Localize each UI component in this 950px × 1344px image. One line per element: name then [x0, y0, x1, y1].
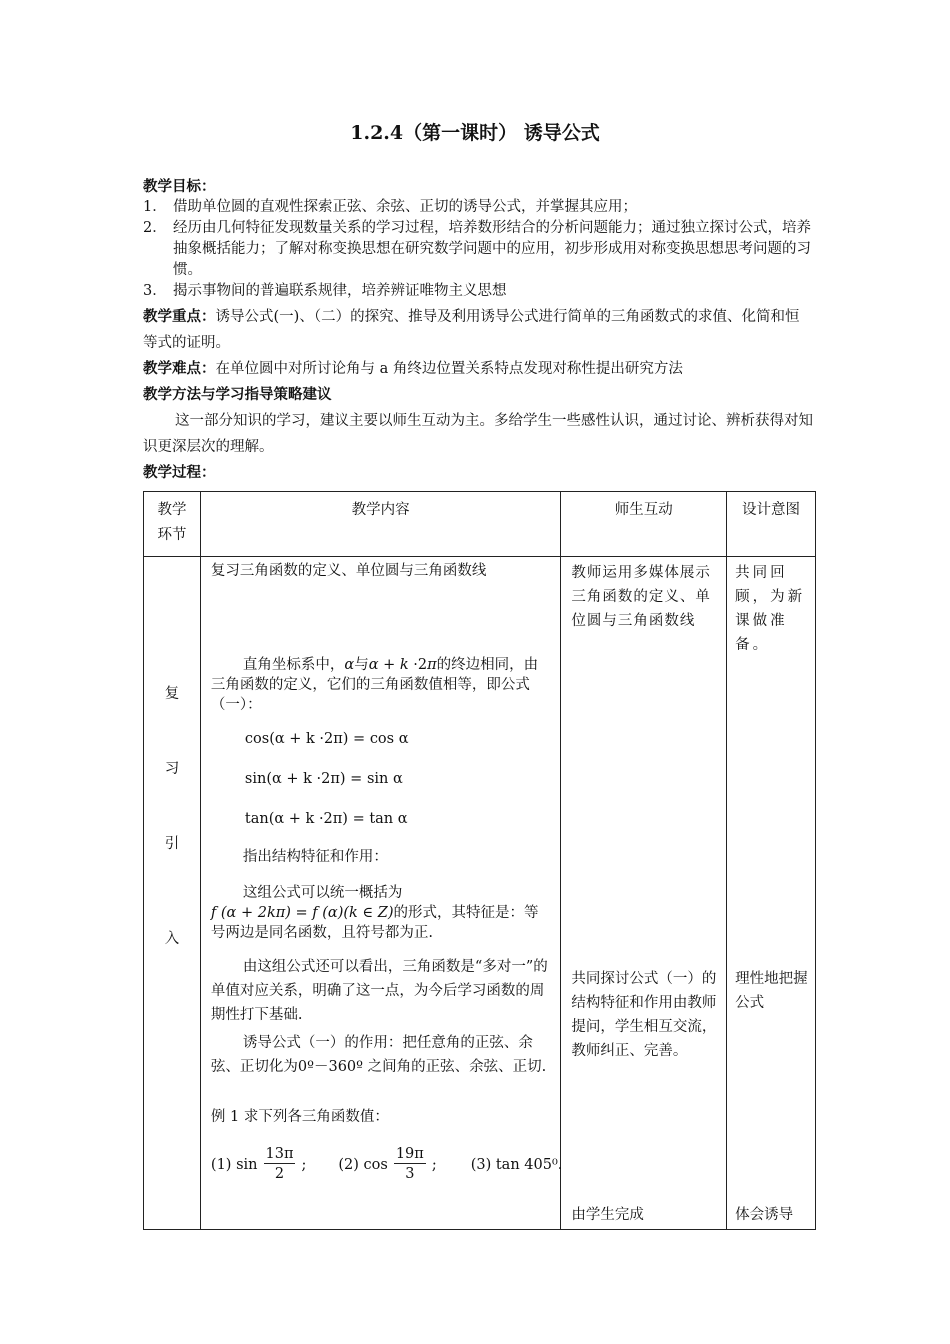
coord-text: 直角坐标系中，α与α + k ·2π的终边相同，由三角函数的定义，它们的三角函数值相等，即公式（一）：: [210, 657, 539, 713]
angle-formula: α与α + k ·2π: [344, 657, 437, 673]
example-heading: 例 1 求下列各三角函数值：: [210, 1109, 389, 1125]
interaction-2: 共同探讨公式（一）的结构特征和作用由教师提问，学生相互交流，教师纠正、完善。: [571, 971, 717, 1059]
role-text: 诱导公式（一）的作用：把任意角的正弦、余弦、正切化为0º－360º 之间角的正弦、余弦、正切.: [210, 1035, 547, 1075]
formula-tan: tan(α + k ·2π) = tan α: [244, 811, 408, 827]
key-points: 教学重点：诱导公式(一)、（二）的探究、推导及利用诱导公式进行简单的三角函数式的求值、化简和恒等式的证明。: [143, 308, 800, 351]
header-stage: 教学 环节: [144, 492, 201, 557]
example-items: (1) sin $\frac{13\pi}{2}$ ; (2) cos $\frac{19\pi}{3}$ ; (3) tan 405⁰.: [210, 1146, 563, 1182]
intent-cell: [727, 557, 816, 1230]
interaction-cell: [561, 557, 727, 1230]
fraction: $\frac{19\pi}{3}$: [395, 1146, 424, 1182]
intent-1: 共同回顾，为新课做准备。: [735, 565, 806, 653]
content-cell: [200, 557, 563, 1230]
header-interaction: 师生互动: [561, 492, 727, 557]
unify-text: 这组公式可以统一概括为 f (α + 2kπ) = f (α)(k ∈ Z)的形式，其特征是：等号两边是同名函数，且符号都为正.: [210, 885, 539, 941]
stage-char: 引: [164, 836, 180, 852]
table-header-row: [144, 492, 816, 557]
interaction-1: 教师运用多媒体展示三角函数的定义、单位圆与三角函数线: [571, 565, 711, 629]
stage-char: 复: [164, 686, 180, 702]
stage-cell: [144, 557, 201, 1230]
goal-item: 2． 经历由几何特征发现数量关系的学习过程，培养数形结合的分析问题能力；通过独立探讨公式，培养抽象概括能力；了解对称变换思想在研究数学问题中的应用，初步形成用对称变换思想思考问题的习惯。: [143, 220, 811, 278]
header-intent: 设计意图: [727, 492, 816, 557]
goals-list: [143, 197, 813, 302]
header-content: 教学内容: [200, 492, 560, 557]
method-heading: 教学方法与学习指导策略建议: [143, 386, 332, 403]
process-heading: 教学过程：: [143, 464, 216, 481]
point-out-text: 指出结构特征和作用：: [242, 849, 388, 865]
formula-cos: cos(α + k ·2π) = cos α: [244, 731, 409, 747]
many-to-one-text: 由这组公式还可以看出，三角函数是“多对一”的单值对应关系，明确了这一点，为今后学习函数的周期性打下基础.: [210, 959, 548, 1023]
lesson-table: [143, 491, 816, 1230]
stage-char: 习: [164, 761, 180, 777]
stage-char: 入: [164, 931, 180, 947]
page-title: 1.2.4（第一课时） 诱导公式: [350, 122, 600, 144]
table-row: [144, 557, 816, 1230]
fraction: $\frac{13\pi}{2}$: [265, 1146, 294, 1182]
review-text: 复习三角函数的定义、单位圆与三角函数线: [210, 563, 487, 579]
difficulty: 教学难点：在单位圆中对所讨论角与 a 角终边位置关系特点发现对称性提出研究方法: [143, 360, 683, 377]
formula-sin: sin(α + k ·2π) = sin α: [244, 771, 403, 787]
unify-formula: f (α + 2kπ) = f (α)(k ∈ Z): [210, 905, 394, 921]
goals-heading: 教学目标：: [143, 178, 216, 195]
intent-3: 体会诱导: [735, 1207, 794, 1223]
method-text: 这一部分知识的学习，建议主要以师生互动为主。多给学生一些感性认识，通过讨论、辨析获得对知识更深层次的理解。: [143, 413, 813, 455]
lesson-intro: [143, 176, 813, 486]
interaction-3: 由学生完成: [571, 1207, 644, 1223]
intent-2: 理性地把握公式: [735, 971, 808, 1011]
goal-item: 1． 借助单位圆的直观性探索正弦、余弦、正切的诱导公式，并掌握其应用；: [143, 199, 637, 215]
goal-item: 3． 揭示事物间的普遍联系规律，培养辨证唯物主义思想: [143, 283, 507, 299]
